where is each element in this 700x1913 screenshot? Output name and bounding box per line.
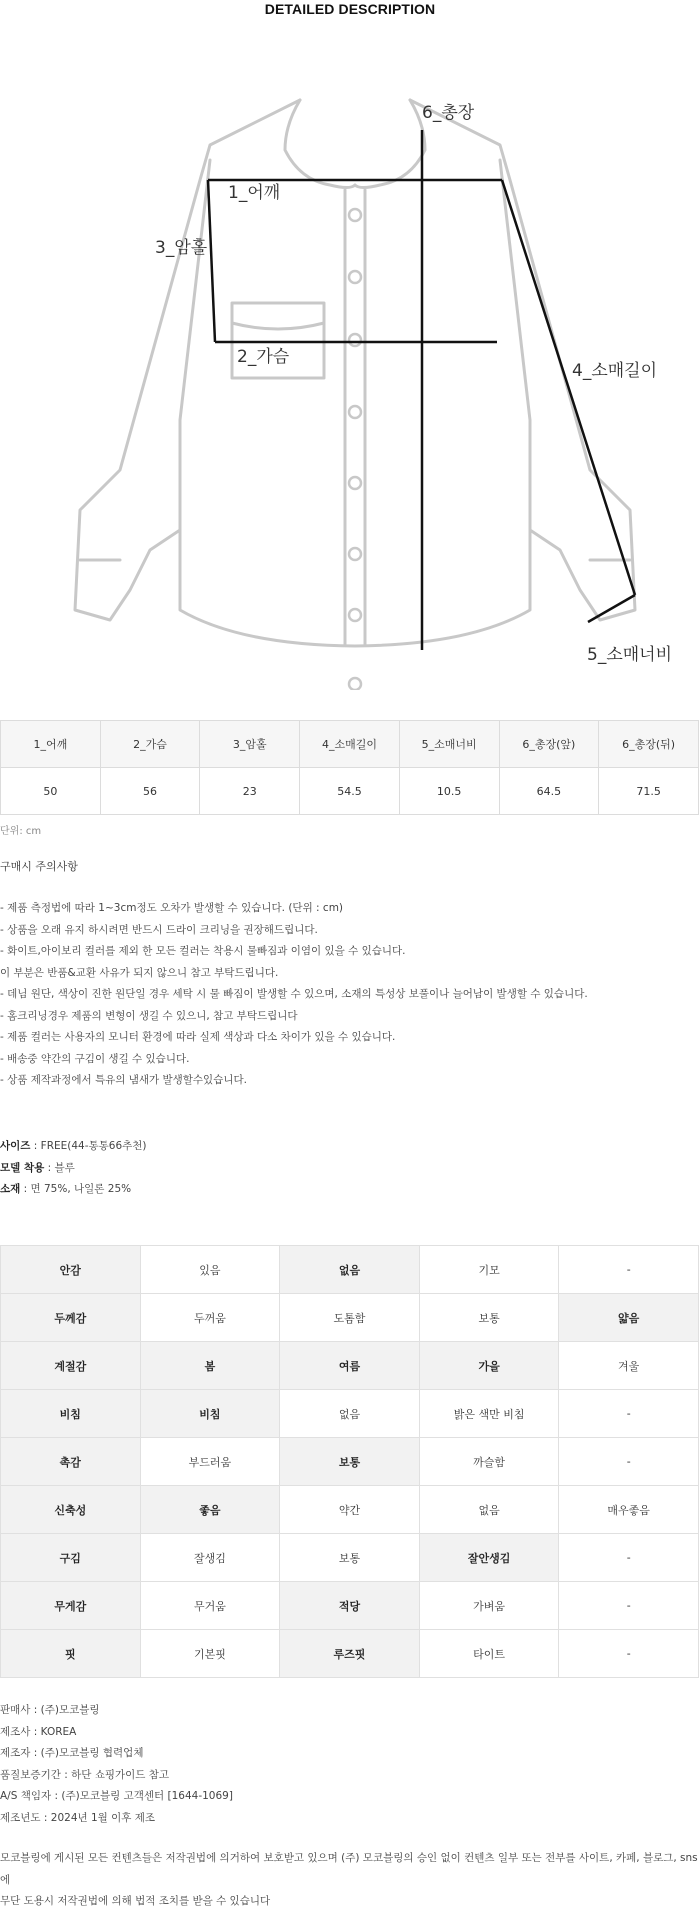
attribute-option: 가벼움 [419,1582,559,1630]
size-value: 56 [100,768,200,815]
unit-note: 단위: cm [0,826,42,837]
seller-info [0,1700,233,1829]
size-header: 1_어깨 [1,721,101,768]
attribute-row [1,1486,699,1534]
info-line: 품질보증기간 : 하단 쇼핑가이드 참고 [0,1768,170,1781]
attribute-row [1,1630,699,1678]
attribute-option: 밝은 색만 비침 [419,1390,559,1438]
notice-item: - 데님 원단, 색상이 진한 원단일 경우 세탁 시 물 빠짐이 발생할 수 있으며, 소재의 특성상 보풀이나 늘어남이 발생할 수 있습니다. [0,988,588,1000]
attribute-name: 두께감 [1,1294,141,1342]
label-armhole: 3_암홀 [155,238,208,258]
notice-item: - 상품 제작과정에서 특유의 냄새가 발생할수있습니다. [0,1074,247,1086]
attribute-table [0,1245,699,1678]
attribute-option: 없음 [419,1486,559,1534]
buttons [349,209,361,690]
size-value: 54.5 [300,768,400,815]
armhole-line [208,180,215,342]
notice-item: - 배송중 약간의 구김이 생길 수 있습니다. [0,1052,190,1065]
attribute-option: 비침 [140,1390,280,1438]
info-line: 판매사 : (주)모코블링 [0,1704,100,1716]
label-chest: 2_가슴 [237,347,290,367]
attribute-option: 약간 [280,1486,420,1534]
attribute-option: 적당 [280,1582,420,1630]
attribute-name: 핏 [1,1630,141,1678]
size-value: 71.5 [599,768,699,815]
label-sleeve-width: 5_소매너비 [587,645,673,665]
size-header: 3_암홀 [200,721,300,768]
shirt-outline [75,100,635,646]
copyright-line: 무단 도용시 저작권법에 의해 법적 조치를 받을 수 있습니다 [0,1895,271,1907]
size-value: 23 [200,768,300,815]
attribute-option: 도톰함 [280,1294,420,1342]
spec-size: 사이즈 : FREE(44-통통66추천) [0,1140,147,1152]
attribute-option: - [559,1246,699,1294]
attribute-option: 가을 [419,1342,559,1390]
attribute-option: 얇음 [559,1294,699,1342]
copyright-notice [0,1848,700,1913]
attribute-option: 매우좋음 [559,1486,699,1534]
size-header: 2_가슴 [100,721,200,768]
spec-model: 모델 착용 : 블루 [0,1161,75,1174]
attribute-name: 안감 [1,1246,141,1294]
info-line: 제조사 : KOREA [0,1725,77,1738]
size-header: 6_총장(앞) [499,721,599,768]
attribute-option: 기모 [419,1246,559,1294]
shirt-measurement-diagram [0,90,700,690]
attribute-name: 무게감 [1,1582,141,1630]
info-line: 제조년도 : 2024년 1월 이후 제조 [0,1811,156,1824]
attribute-option: 잘안생김 [419,1534,559,1582]
label-shoulder: 1_어깨 [228,183,281,203]
notice-list [0,898,588,1092]
attribute-name: 계절감 [1,1342,141,1390]
attribute-option: - [559,1534,699,1582]
label-sleeve-length: 4_소매길이 [572,361,658,381]
attribute-option: 있음 [140,1246,280,1294]
attribute-option: 겨울 [559,1342,699,1390]
attribute-option: 없음 [280,1246,420,1294]
attribute-option: 보통 [280,1438,420,1486]
product-specs [0,1136,147,1201]
attribute-option: - [559,1390,699,1438]
notice-title: 구매시 주의사항 [0,860,78,873]
info-line: 제조자 : (주)모코블링 협력업체 [0,1747,144,1759]
attribute-option: 두꺼움 [140,1294,280,1342]
attribute-option: 보통 [419,1294,559,1342]
attribute-option: 부드러움 [140,1438,280,1486]
attribute-row [1,1438,699,1486]
size-header-row [1,721,699,768]
attribute-name: 신축성 [1,1486,141,1534]
attribute-row [1,1246,699,1294]
sleeve-length-line [502,180,635,595]
notice-item: - 제품 컬러는 사용자의 모니터 환경에 따라 실제 색상과 다소 차이가 있을 수 있습니다. [0,1031,396,1043]
page-title: DETAILED DESCRIPTION [264,1,436,17]
size-value: 64.5 [499,768,599,815]
attribute-option: 없음 [280,1390,420,1438]
size-value-row [1,768,699,815]
attribute-name: 비침 [1,1390,141,1438]
info-line: A/S 책임자 : (주)모코블링 고객센터 [1644-1069] [0,1790,233,1802]
attribute-option: 기본핏 [140,1630,280,1678]
attribute-option: - [559,1438,699,1486]
attribute-name: 촉감 [1,1438,141,1486]
notice-item: - 상품을 오래 유지 하시려면 반드시 드라이 크리닝을 권장해드립니다. [0,923,318,936]
attribute-option: 좋음 [140,1486,280,1534]
attribute-option: 여름 [280,1342,420,1390]
attribute-option: 무거움 [140,1582,280,1630]
size-header: 5_소매너비 [399,721,499,768]
attribute-name: 구김 [1,1534,141,1582]
notice-item: 이 부분은 반품&교환 사유가 되지 않으니 참고 부탁드립니다. [0,966,279,979]
attribute-option: - [559,1582,699,1630]
attribute-row [1,1534,699,1582]
attribute-row [1,1582,699,1630]
attribute-row [1,1390,699,1438]
size-table [0,720,699,815]
attribute-option: 잘생김 [140,1534,280,1582]
size-value: 50 [1,768,101,815]
attribute-option: 타이트 [419,1630,559,1678]
notice-item: - 제품 측정법에 따라 1~3cm정도 오차가 발생할 수 있습니다. (단위 : cm) [0,902,344,914]
attribute-option: 까슬함 [419,1438,559,1486]
notice-item: - 화이트,아이보리 컬러를 제외 한 모든 컬러는 착용시 물빠짐과 이염이 있을 수 있습니다. [0,945,406,957]
label-total-length: 6_총장 [422,103,475,123]
spec-material: 소재 : 면 75%, 나일론 25% [0,1183,132,1195]
notice-item: - 홈크리닝경우 제품의 변형이 생길 수 있으니, 참고 부탁드립니다 [0,1009,298,1022]
attribute-option: 루즈핏 [280,1630,420,1678]
attribute-row [1,1342,699,1390]
copyright-line: 모코블링에 게시된 모든 컨텐츠들은 저작권법에 의거하여 보호받고 있으며 (주) 모코블링의 승인 없이 컨텐츠 일부 또는 전부를 사이트, 카페, 블로그, sns에 [0,1852,698,1886]
attribute-option: 보통 [280,1534,420,1582]
attribute-option: 봄 [140,1342,280,1390]
attribute-option: - [559,1630,699,1678]
attribute-row [1,1294,699,1342]
size-header: 6_총장(뒤) [599,721,699,768]
size-value: 10.5 [399,768,499,815]
size-header: 4_소매길이 [300,721,400,768]
